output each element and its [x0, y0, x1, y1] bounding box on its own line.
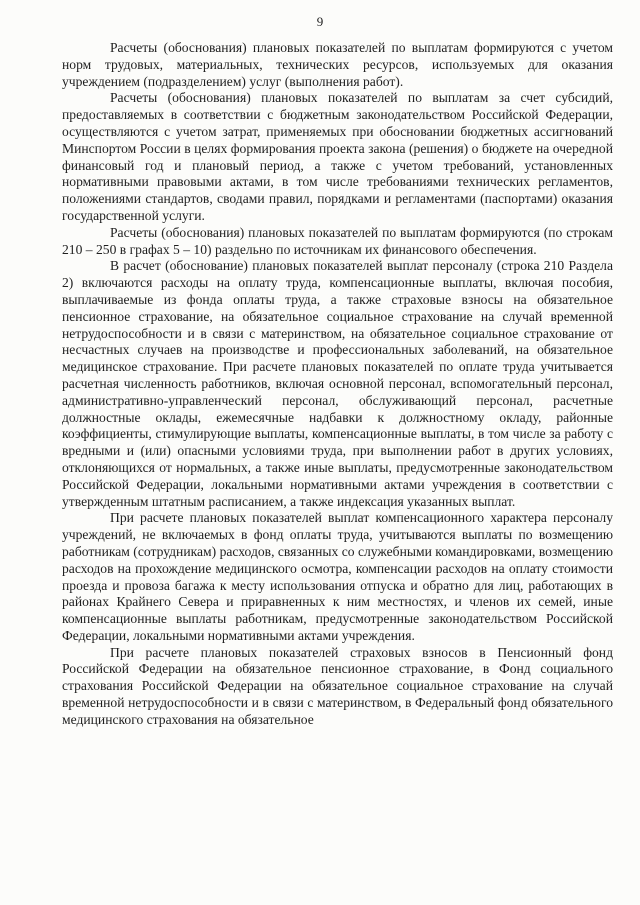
document-body [62, 40, 613, 729]
paragraph-compensation-payments: При расчете плановых показателей выплат компенсационного характера персоналу учреждений, не включаемых в фонд оплаты труда, учитываются выплаты по возмещению работникам (сотрудникам) расходов, связанных со служебными командировками, возмещению расходов на прохождение медицинского осмотра, компенсации расходов на оплату стоимости проезда и провоза багажа к месту использования отпуска и обратно для лиц, работающих в районах Крайнего Севера и приравненных к ним местностях, и членов их семей, иные компенсационные выплаты работникам, предусмотренные законодательством Российской Федерации, локальными нормативными актами учреждения. [62, 510, 613, 643]
paragraph-funding-sources: Расчеты (обоснования) плановых показателей по выплатам формируются (по строкам 210 – 250 в графах 5 – 10) раздельно по источникам их финансового обеспечения. [62, 224, 613, 257]
paragraph-insurance-contributions: При расчете плановых показателей страховых взносов в Пенсионный фонд Российской Федерации на обязательное пенсионное страхование, в Фонд социального страхования Российской Федерации на обязательное социальное страхование на случай временной нетрудоспособности и в связи с материнством, в Федеральный фонд обязательного медицинского страхования на обязательное [62, 644, 613, 727]
paragraph-subsidies: Расчеты (обоснования) плановых показателей по выплатам за счет субсидий, предоставляемых в соответствии с бюджетным законодательством Российской Федерации, осуществляются с учетом затрат, применяемых при обосновании бюджетных ассигнований Минспортом России в целях формирования проекта закона (решения) о бюджете на очередной финансовый год и плановый период, а также с учетом требований, установленных нормативными правовыми актами, в том числе требованиями технических регламентов, положениями стандартов, сводами правил, порядками и регламентами (паспортами) оказания государственной услуги. [62, 90, 613, 223]
paragraph-personnel-payments: В расчет (обоснование) плановых показателей выплат персоналу (строка 210 Раздела 2) включаются расходы на оплату труда, компенсационные выплаты, включая пособия, выплачиваемые из фонда оплаты труда, а также страховые взносы на обязательное пенсионное страхование, на обязательное социальное страхование на случай временной нетрудоспособности и в связи с материнством, на обязательное социальное страхование от несчастных случаев на производстве и профессиональных заболеваний, на обязательное медицинское страхование. При расчете плановых показателей по оплате труда учитывается расчетная численность работников, включая основной персонал, вспомогательный персонал, административно-управленческий персонал, обслуживающий персонал, расчетные должностные оклады, ежемесячные надбавки к должностному окладу, районные коэффициенты, стимулирующие выплаты, компенсационные выплаты, в том числе за работу с вредными и (или) опасными условиями труда, при выполнении работ в других условиях, отклоняющихся от нормальных, а также иные выплаты, предусмотренные законодательством Российской Федерации, локальными нормативными актами учреждения в соответствии с утвержденным штатным расписанием, а также индексация указанных выплат. [62, 258, 613, 509]
page-number: 9 [316, 14, 324, 29]
paragraph-calculation-norms: Расчеты (обоснования) плановых показателей по выплатам формируются с учетом норм трудовых, материальных, технических ресурсов, используемых для оказания учреждением (подразделением) услуг (выполнения работ). [62, 40, 613, 89]
